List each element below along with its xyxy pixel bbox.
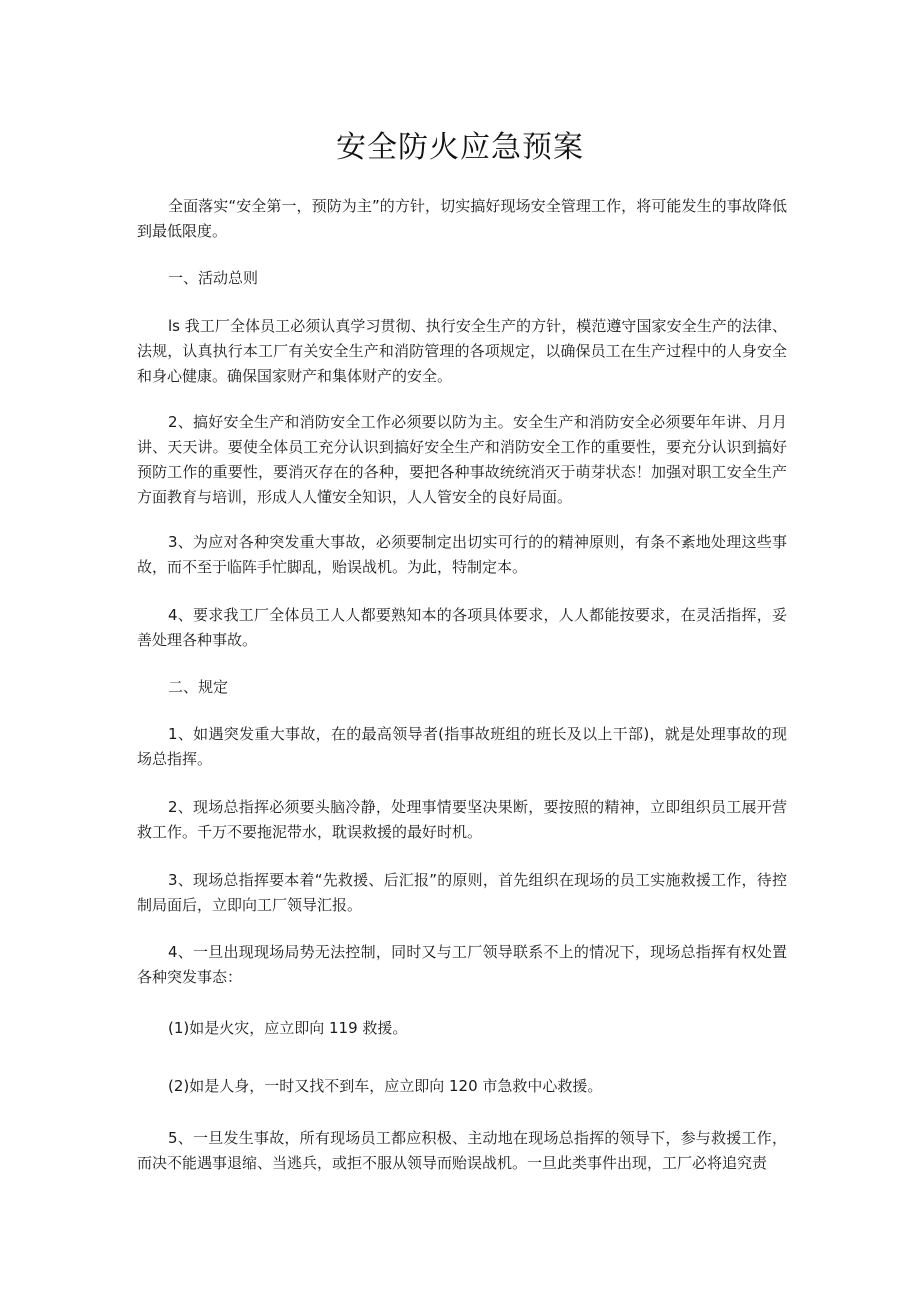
rule-item-1: 1、如遇突发重大事故，在的最高领导者(指事故班组的班长及以上干部)，就是处理事故的现场总指挥。 xyxy=(137,725,787,768)
rule-item-4-sub-2: (2)如是人身，一时又找不到车，应立即向 120 市急救中心救援。 xyxy=(168,1077,603,1095)
intro-paragraph: 全面落实“安全第一，预防为主”的方针，切实搞好现场安全管理工作，将可能发生的事故降低到最低限度。 xyxy=(137,197,787,240)
rule-item-3: 3、现场总指挥要本着“先救援、后汇报”的原则，首先组织在现场的员工实施救援工作，待控制局面后，立即向工厂领导汇报。 xyxy=(137,871,787,914)
page-title: 安全防火应急预案 xyxy=(336,130,584,165)
rule-item-2: 2、现场总指挥必须要头脑冷静，处理事情要坚决果断，要按照的精神，立即组织员工展开营救工作。千万不要拖泥带水，耽误救援的最好时机。 xyxy=(137,798,787,841)
rule-item-4: 4、一旦出现现场局势无法控制，同时又与工厂领导联系不上的情况下，现场总指挥有权处置各种突发事态： xyxy=(137,943,787,986)
general-item-1: ls 我工厂全体员工必须认真学习贯彻、执行安全生产的方针，模范遵守国家安全生产的法律、法规，认真执行本工厂有关安全生产和消防管理的各项规定，以确保员工在生产过程中的人身安全和身心健康。确保国家财产和集体财产的安全。 xyxy=(137,317,787,385)
rule-item-4-sub-1: (1)如是火灾，应立即向 119 救援。 xyxy=(168,1019,408,1037)
general-item-4: 4、要求我工厂全体员工人人都要熟知本的各项具体要求，人人都能按要求，在灵活指挥，妥善处理各种事故。 xyxy=(137,606,787,649)
section-heading-rules: 二、规定 xyxy=(168,678,229,696)
section-heading-general: 一、活动总则 xyxy=(168,269,259,287)
rule-item-5: 5、一旦发生事故，所有现场员工都应积极、主动地在现场总指挥的领导下，参与救援工作，而决不能遇事退缩、当逃兵，或拒不服从领导而贻误战机。一旦此类事件出现，工厂必将追究责 xyxy=(137,1129,787,1172)
general-item-2: 2、搞好安全生产和消防安全工作必须要以防为主。安全生产和消防安全必须要年年讲、月月讲、天天讲。要使全体员工充分认识到搞好安全生产和消防安全工作的重要性，要充分认识到搞好预防工作的重要性，要消灭存在的各种，要把各种事故统统消灭于萌芽状态！加强对职工安全生产方面教育与培训，形成人人懂安全知识，人人管安全的良好局面。 xyxy=(137,413,787,506)
general-item-3: 3、为应对各种突发重大事故，必须要制定出切实可行的的精神原则，有条不紊地处理这些事故，而不至于临阵手忙脚乱，贻误战机。为此，特制定本。 xyxy=(137,533,787,576)
